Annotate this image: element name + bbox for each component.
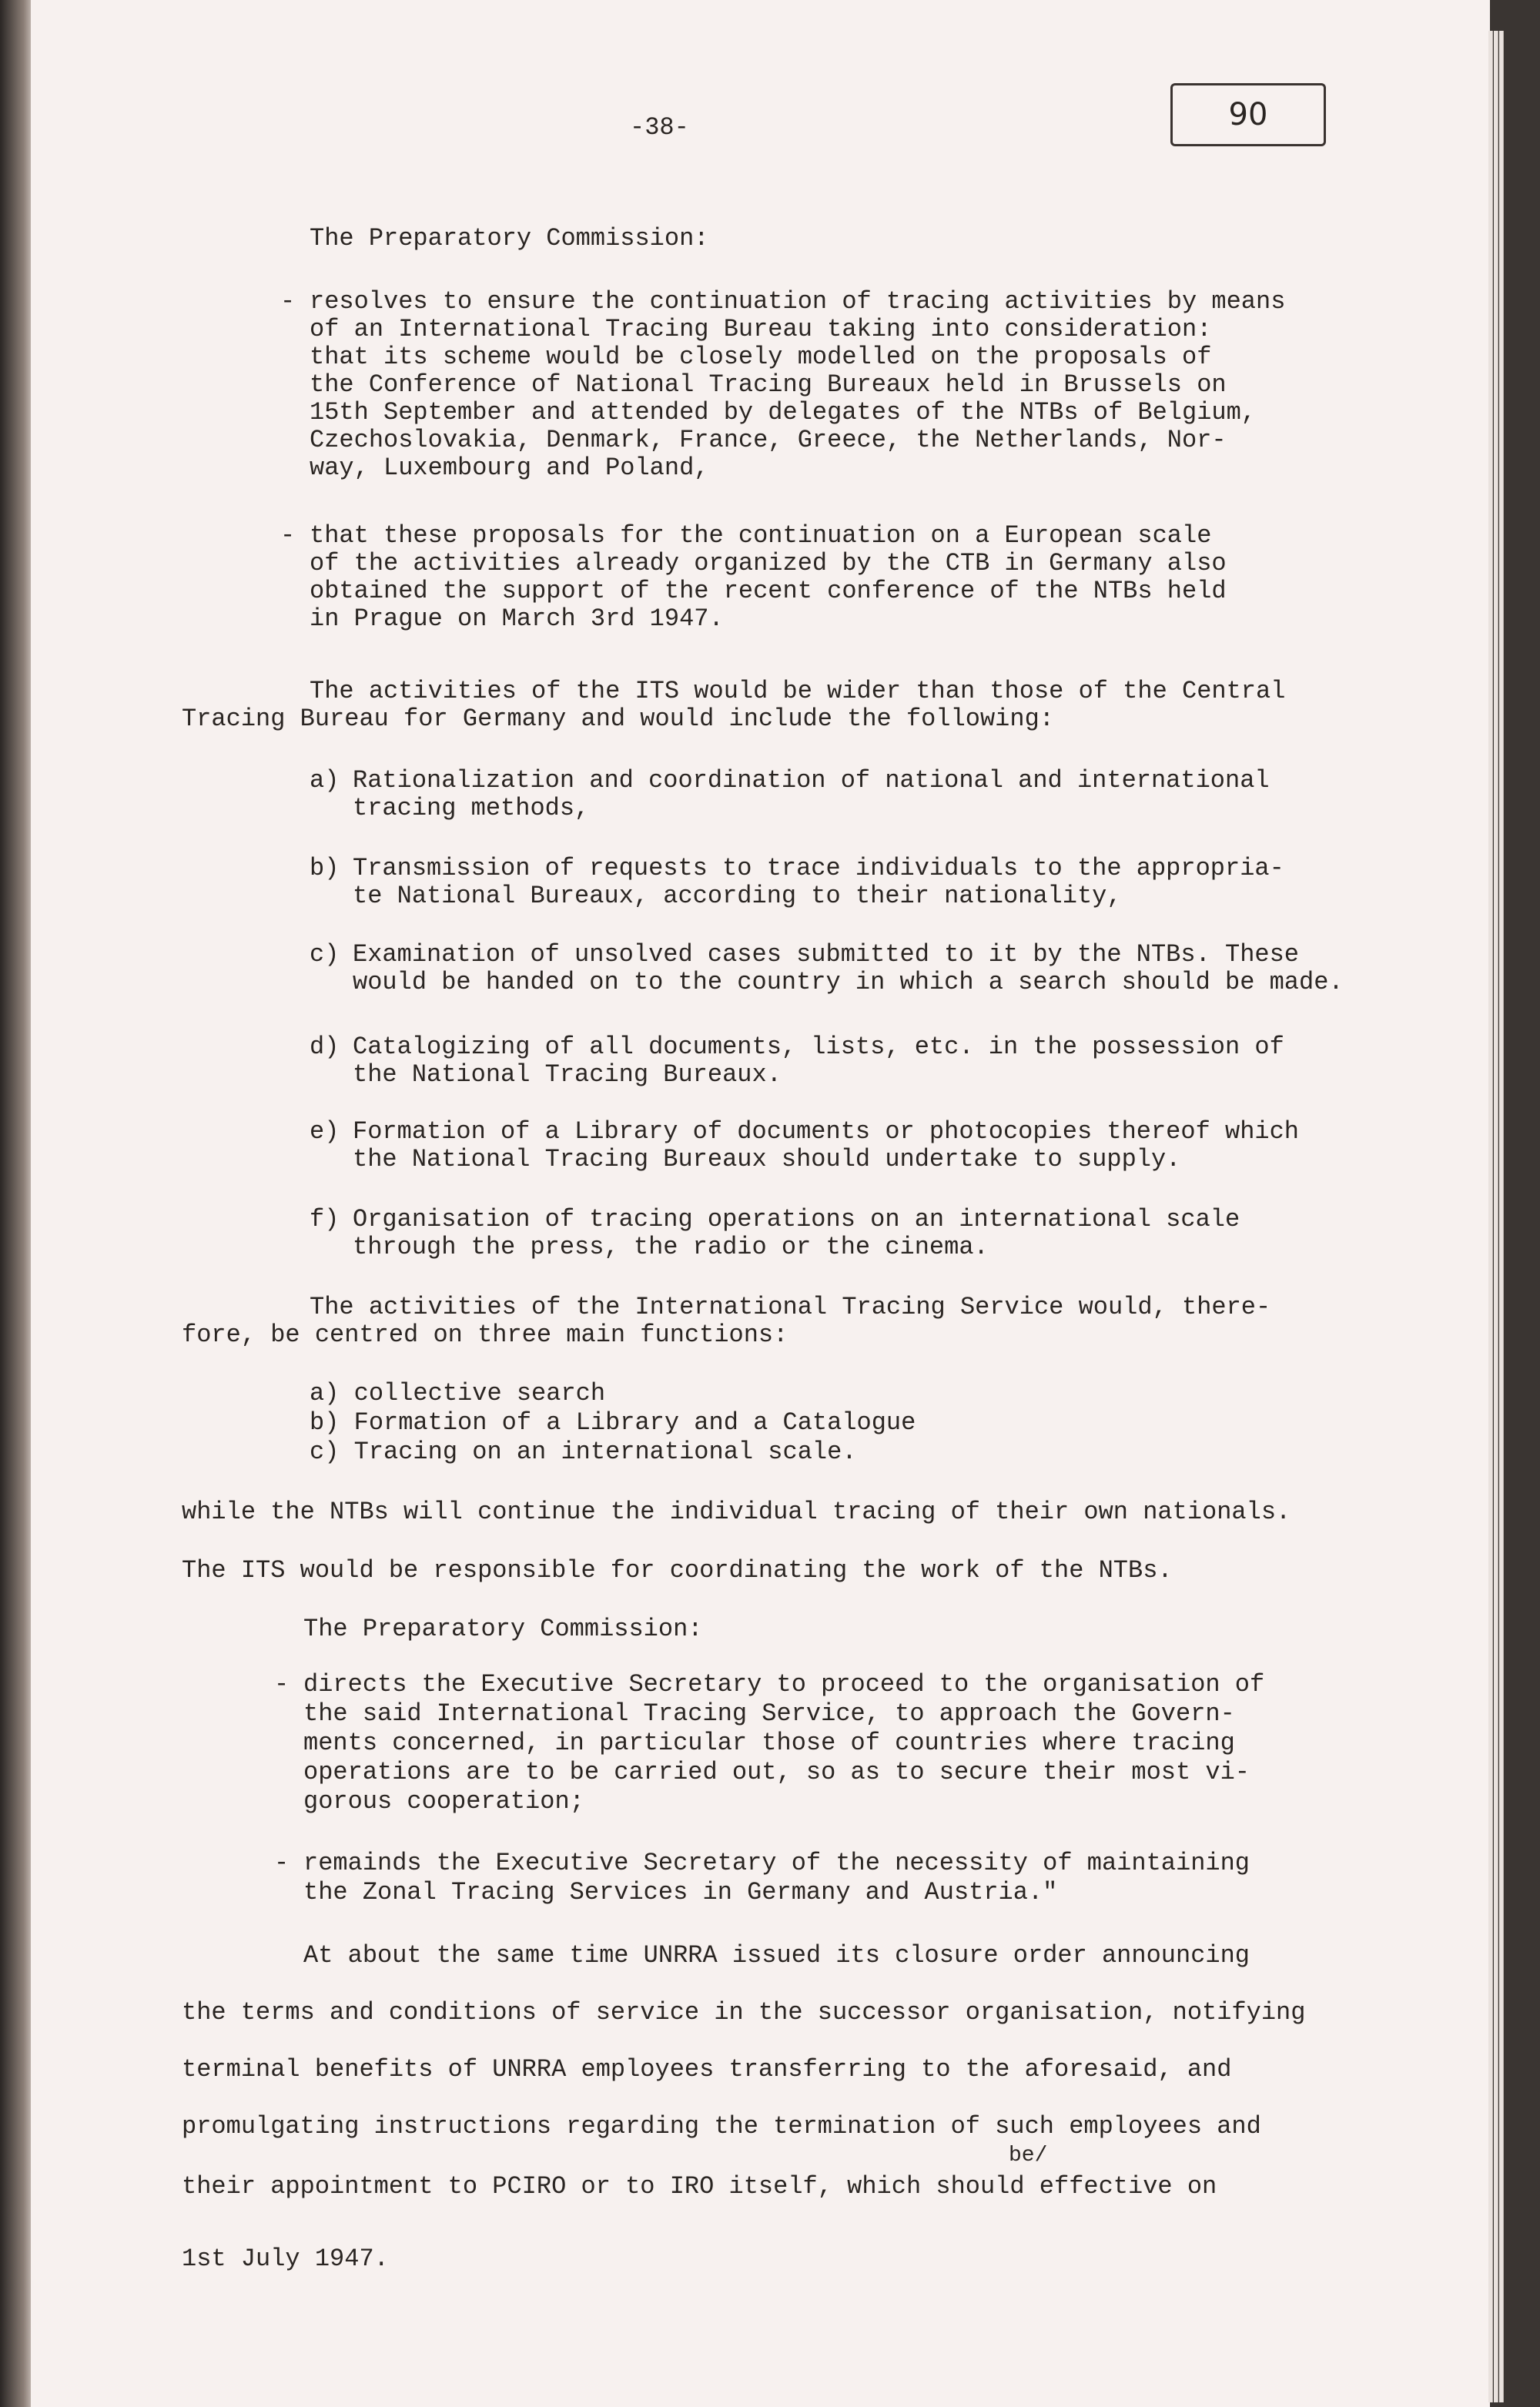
- text-line: Czechoslovakia, Denmark, France, Greece, the Netherlands, Nor-: [310, 426, 1227, 454]
- text-line: through the press, the radio or the cinema.: [353, 1233, 989, 1261]
- text-line: of an International Tracing Bureau taking into consideration:: [310, 315, 1212, 343]
- page-edge: [1494, 31, 1498, 2402]
- list-text: collective search: [353, 1379, 606, 1408]
- text-line: that its scheme would be closely modelled on the proposals of: [310, 343, 1212, 371]
- functions-intro: [182, 1294, 1270, 1349]
- section-heading: The Preparatory Commission:: [303, 1615, 703, 1643]
- text-line: 15th September and attended by delegates of the NTBs of Belgium,: [310, 398, 1256, 427]
- text-line: the Zonal Tracing Services in Germany and Austria.": [303, 1878, 1058, 1907]
- list-item: [310, 1380, 916, 1408]
- reminder-paragraph: [303, 1850, 1250, 1908]
- directive-paragraph: [303, 1671, 1264, 1817]
- list-marker: c): [310, 940, 340, 969]
- activities-intro: [182, 678, 1285, 733]
- page-edge: [1488, 31, 1493, 2402]
- its-paragraph: The ITS would be responsible for coordinating the work of the NTBs.: [182, 1556, 1173, 1585]
- text-line: obtained the support of the recent conference of the NTBs held: [310, 577, 1227, 605]
- text-line: The activities of the International Tracing Service would, there-: [310, 1293, 1271, 1321]
- list-item: [310, 1438, 916, 1466]
- text-line: operations are to be carried out, so as to secure their most vi-: [303, 1758, 1250, 1786]
- text-line: in Prague on March 3rd 1947.: [310, 604, 724, 633]
- list-item: [353, 941, 1344, 996]
- list-marker: a): [310, 766, 340, 795]
- list-item: [353, 855, 1284, 910]
- text-line: te National Bureaux, according to their nationality,: [353, 882, 1122, 910]
- text-line: the National Tracing Bureaux.: [353, 1060, 782, 1089]
- closing-paragraph: [182, 1999, 1305, 2170]
- list-marker: e): [310, 1117, 340, 1146]
- text-line: of the activities already organized by the CTB in Germany also: [310, 549, 1227, 577]
- text-line: Organisation of tracing operations on an international scale: [353, 1205, 1240, 1234]
- archive-stamp: 90: [1170, 83, 1326, 146]
- text-line: the Conference of National Tracing Bureaux held in Brussels on: [310, 370, 1227, 399]
- text-line: way, Luxembourg and Poland,: [310, 454, 709, 482]
- list-item: [353, 767, 1270, 822]
- handwritten-insertion: be/: [1009, 2144, 1048, 2168]
- text-line: fore, be centred on three main functions:: [182, 1321, 788, 1349]
- text-line: Transmission of requests to trace individuals to the appropria-: [353, 854, 1284, 882]
- functions-list: [310, 1380, 916, 1468]
- text-line: resolves to ensure the continuation of tracing activities by means: [310, 287, 1286, 316]
- page-edge: [1499, 31, 1504, 2402]
- bullet-marker: -: [280, 287, 296, 316]
- book-binding: [0, 0, 34, 2407]
- list-item: [353, 1118, 1299, 1173]
- list-marker: d): [310, 1033, 340, 1061]
- list-marker: f): [310, 1205, 340, 1234]
- section-heading: The Preparatory Commission:: [310, 224, 709, 253]
- text-line: their appointment to PCIRO or to IRO itself, which should effective on: [182, 2172, 1217, 2201]
- text-line: gorous cooperation;: [303, 1787, 584, 1816]
- text-line: Catalogizing of all documents, lists, etc. in the possession of: [353, 1033, 1284, 1061]
- bullet-marker: -: [280, 521, 296, 550]
- list-item: [353, 1206, 1240, 1261]
- resolution-paragraph: [310, 288, 1285, 482]
- text-line: the said International Tracing Service, to approach the Govern-: [303, 1699, 1235, 1728]
- closing-first-line: At about the same time UNRRA issued its closure order announcing: [303, 1941, 1250, 1970]
- list-marker: b): [310, 1408, 340, 1437]
- text-line: Examination of unsolved cases submitted to it by the NTBs. These: [353, 940, 1299, 969]
- list-marker: a): [310, 1379, 340, 1408]
- text-line: remainds the Executive Secretary of the necessity of maintaining: [303, 1849, 1250, 1877]
- text-line: promulgating instructions regarding the termination of such employees and: [182, 2112, 1261, 2141]
- proposals-paragraph: [310, 522, 1227, 633]
- text-line: Formation of a Library of documents or photocopies thereof which: [353, 1117, 1299, 1146]
- text-line: Tracing Bureau for Germany and would include the following:: [182, 705, 1054, 733]
- list-marker: c): [310, 1438, 340, 1466]
- ntb-paragraph: while the NTBs will continue the individual tracing of their own nationals.: [182, 1498, 1291, 1526]
- list-text: Tracing on an international scale.: [353, 1438, 857, 1466]
- text-line: the National Tracing Bureaux should undertake to supply.: [353, 1145, 1181, 1173]
- bullet-marker: -: [274, 1849, 290, 1877]
- list-marker: b): [310, 854, 340, 882]
- text-line: The activities of the ITS would be wider than those of the Central: [310, 677, 1286, 705]
- text-line: that these proposals for the continuation on a European scale: [310, 521, 1212, 550]
- text-line: Rationalization and coordination of national and international: [353, 766, 1270, 795]
- list-item: [353, 1033, 1284, 1089]
- text-line: would be handed on to the country in which a search should be made.: [353, 968, 1344, 996]
- list-text: Formation of a Library and a Catalogue: [353, 1408, 916, 1437]
- text-line: ments concerned, in particular those of countries where tracing: [303, 1729, 1235, 1757]
- page-number: -38-: [630, 113, 689, 142]
- text-line: directs the Executive Secretary to proceed to the organisation of: [303, 1670, 1265, 1699]
- text-line: terminal benefits of UNRRA employees transferring to the aforesaid, and: [182, 2055, 1232, 2084]
- bullet-marker: -: [274, 1670, 290, 1699]
- text-line: tracing methods,: [353, 794, 590, 822]
- closing-date: 1st July 1947.: [182, 2245, 389, 2273]
- text-line: the terms and conditions of service in the successor organisation, notifying: [182, 1998, 1306, 2027]
- list-item: [310, 1409, 916, 1437]
